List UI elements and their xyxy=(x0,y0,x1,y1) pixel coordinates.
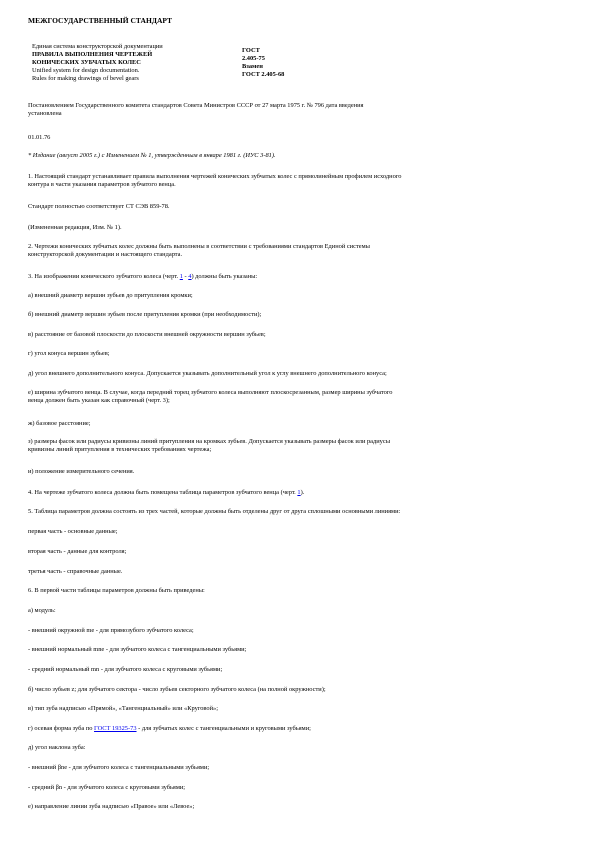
system-name: Единая система конструкторской документации xyxy=(32,43,163,50)
list-item: а) модуль: xyxy=(28,607,56,614)
edition-note xyxy=(28,152,276,160)
paragraph-3-prefix: 3. На изображении конического зубчатого колеса (черт. xyxy=(28,273,180,280)
paragraph-2 xyxy=(28,243,370,259)
paragraph-5 xyxy=(28,508,400,516)
paragraph-6-text: 6. В первой части таблицы параметров должны быть приведены: xyxy=(28,587,205,594)
standard-title-en-2: Rules for making drawings of bevel gears xyxy=(32,75,139,82)
list-item: е) направление линии зуба надписью «Правое» или «Левое»; xyxy=(28,803,195,810)
table-part-text: первая часть - основные данные; xyxy=(28,528,118,535)
title-block-right xyxy=(242,47,284,79)
list-item: в) тип зуба надписью «Прямой», «Тангенциальный» или «Круговой»; xyxy=(28,705,218,712)
list6-item xyxy=(28,666,222,674)
paragraph-4-suffix: ). xyxy=(300,489,305,496)
standard-title-ru-2: КОНИЧЕСКИХ ЗУБЧАТЫХ КОЛЕС xyxy=(32,59,141,66)
paragraph-amendment xyxy=(28,224,122,232)
paragraph-3-sep: - xyxy=(182,273,189,280)
list-item-z xyxy=(28,438,390,454)
list-item-i xyxy=(28,468,134,476)
table-part-1 xyxy=(28,528,117,536)
list-item: б) внешний диаметр вершин зубьев после притупления кромки (при необходимости); xyxy=(28,311,262,318)
list6-item xyxy=(28,764,209,772)
list-item: венца должен быть указан как справочный (черт. 3); xyxy=(28,397,170,404)
list-item: д) угол наклона зуба: xyxy=(28,744,86,751)
item-g-prefix: г) осевая форма зуба по xyxy=(28,725,95,732)
list-item: - средний βn - для зубчатого колеса с круговыми зубьями; xyxy=(28,784,186,791)
replaced-gost-number: ГОСТ 2.405-68 xyxy=(242,71,285,78)
paragraph-compliance xyxy=(28,203,170,211)
list-item: е) ширина зубчатого венца. В случае, когда передний торец зубчатого колеса выполняют плоскосрезанным, размер ширины зубчатого xyxy=(28,389,393,396)
table-part-text: вторая часть - данные для контроля; xyxy=(28,548,127,555)
list-item-d xyxy=(28,370,387,378)
drawing-1-link[interactable]: 1 xyxy=(297,489,301,496)
list-item: кривизны линий притупления в технических требованиях чертежа; xyxy=(28,446,212,453)
list-item-a xyxy=(28,292,193,300)
paragraph-3-suffix: ) должны быть указаны: xyxy=(191,273,258,280)
list6-item xyxy=(28,686,326,694)
list-item: - внешний βne - для зубчатого колеса с тангенциальными зубьями; xyxy=(28,764,210,771)
list-item: д) угол внешнего дополнительного конуса. Допускается указывать дополнительный угол к углу внешнего дополнительного конуса; xyxy=(28,370,387,377)
document-header xyxy=(28,17,172,25)
paragraph-line: 2. Чертежи конических зубчатых колес должны быть выполнены в соответствии с требованиями стандартов Единой системы xyxy=(28,243,370,250)
standard-type-title: МЕЖГОСУДАРСТВЕННЫЙ СТАНДАРТ xyxy=(28,16,173,25)
list6-item xyxy=(28,627,194,635)
paragraph-4 xyxy=(28,489,304,497)
list6-item xyxy=(28,705,218,713)
list-item: а) внешний диаметр вершин зубьев до притупления кромки; xyxy=(28,292,193,299)
paragraph-1 xyxy=(28,173,401,189)
item-g-suffix: - для зубчатых колес с тангенциальными и круговыми зубьями; xyxy=(136,725,311,732)
gost-number: 2.405-75 xyxy=(242,55,265,62)
list-item-zh xyxy=(28,420,90,428)
list-item-b xyxy=(28,311,261,319)
list-item-e xyxy=(28,389,392,405)
paragraph-line: Стандарт полностью соответствует СТ СЭВ 859-78. xyxy=(28,203,170,210)
edition-note-text: * Издание (август 2005 г.) с Изменением № 1, утвержденным в январе 1981 г. (ИУС 3-81). xyxy=(28,152,276,159)
list-item: з) размеры фасок или радиусы кривизны линий притупления на кромках зубьев. Допускается указывать размеры фасок или радиусы xyxy=(28,438,390,445)
list-item: - внешний нормальный mne - для зубчатого колеса с тангенциальными зубьями; xyxy=(28,646,247,653)
gost-label: ГОСТ xyxy=(242,47,260,54)
decree-paragraph xyxy=(28,102,364,118)
list6-item xyxy=(28,803,194,811)
paragraph-6 xyxy=(28,587,205,595)
list-item: и) положение измерительного сечения. xyxy=(28,468,135,475)
paragraph-line: конструкторской документации и настоящего стандарта. xyxy=(28,251,183,258)
list-item-g xyxy=(28,350,110,358)
list-item: - внешний окружной me - для прямозубого зубчатого колеса; xyxy=(28,627,194,634)
table-part-text: третья часть - справочные данные. xyxy=(28,568,123,575)
standard-title-ru-1: ПРАВИЛА ВЫПОЛНЕНИЯ ЧЕРТЕЖЕЙ xyxy=(32,51,153,58)
title-block-left xyxy=(32,43,163,83)
paragraph-line: 5. Таблица параметров должна состоять из трех частей, которые должны быть отделены друг от друга сплошными основными линиями: xyxy=(28,508,401,515)
decree-line: установлена xyxy=(28,110,62,117)
paragraph-line: 1. Настоящий стандарт устанавливает правила выполнения чертежей конических зубчатых колес с прямолинейным профилем исходного xyxy=(28,173,402,180)
gost-19325-73-link[interactable]: ГОСТ 19325-73 xyxy=(94,725,137,732)
list-item: ж) базовое расстояние; xyxy=(28,420,91,427)
paragraph-3 xyxy=(28,273,257,281)
list-item: - средний нормальный mn - для зубчатого колеса с круговыми зубьями; xyxy=(28,666,223,673)
replaces-label: Взамен xyxy=(242,63,263,70)
effective-date xyxy=(28,134,50,142)
list6-item xyxy=(28,784,185,792)
list6-item xyxy=(28,744,86,752)
list-item: в) расстояние от базовой плоскости до плоскости внешней окружности вершин зубьев; xyxy=(28,331,266,338)
list-item: б) число зубьев z; для зубчатого сектора - число зубьев секторного зубчатого колеса (на полной окружности); xyxy=(28,686,326,693)
decree-line: Постановлением Государственного комитета стандартов Совета Министров СССР от 27 марта 1975 г. № 796 дата введения xyxy=(28,102,364,109)
table-part-3 xyxy=(28,568,122,576)
standard-title-en-1: Unified system for design documentation. xyxy=(32,67,140,74)
list6-item-g xyxy=(28,725,311,733)
paragraph-line: контура в части указания параметров зубчатого венца. xyxy=(28,181,176,188)
paragraph-4-prefix: 4. На чертеже зубчатого колеса должна быть помещена таблица параметров зубчатого венца (черт. xyxy=(28,489,298,496)
list6-item xyxy=(28,607,56,615)
drawing-4-link[interactable]: 4 xyxy=(188,273,192,280)
list-item-v xyxy=(28,331,266,339)
effective-date-value: 01.01.76 xyxy=(28,134,51,141)
table-part-2 xyxy=(28,548,126,556)
list-item: г) угол конуса вершин зубьев; xyxy=(28,350,110,357)
list6-item xyxy=(28,646,246,654)
drawing-1-link[interactable]: 1 xyxy=(179,273,183,280)
paragraph-line: (Измененная редакция, Изм. № 1). xyxy=(28,224,122,231)
